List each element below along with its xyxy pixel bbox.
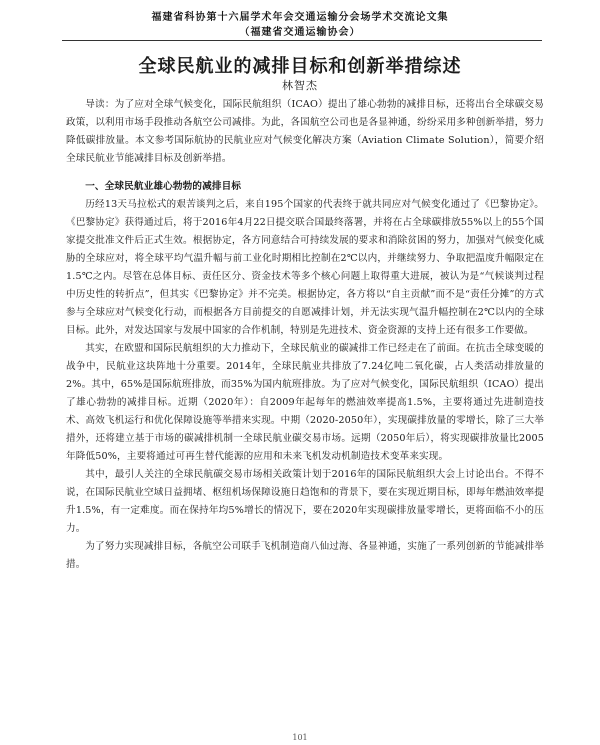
running-header-organization: （福建省交通运输协会） — [239, 27, 361, 38]
article-title: 全球民航业的减排目标和创新举措综述 — [138, 56, 462, 77]
section-1-paragraph-2: 其实，在欧盟和国际民航组织的大力推动下，全球民航业的碳减排工作已经走在了前面。在抗击全球变暖的战争中，民航业这块阵地十分重要。2014年，全球民航业共排放了7.24亿吨二氧化碳，占人类活动排放量的2%。其中，65%是国际航班排放，而35%为国内航班排放。为了应对气候变化，国际民航组织（ICAO）提出了雄心勃勃的减排目标。近期（2020年）：自2009年起每年的燃油效率提高1.5%，主要将通过先进制造技术、高效飞机运行和优化保障设施等举措来实现。中期（2020-2050年），实现碳排放量的零增长，除了三大举措外，还将建立基于市场的碳减排机制一全球民航业碳交易市场。远期（2050年后），将实现碳排放量比2005年降低50%，主要将通过可再生替代能源的应用和未来飞机发动机制造技术变革来实现。 — [66, 343, 544, 462]
section-1-paragraph-3: 其中，最引人关注的全球民航碳交易市场相关政策计划于2016年的国际民航组织大会上讨论出台。不得不说，在国际民航业空域日益拥堵、枢纽机场保障设施日趋饱和的背景下，要在实现近期目标，即每年燃油效率提升1.5%，有一定难度。而在保持年均5%增长的情况下，要在2020年实现碳排放量零增长，更将面临不小的压力。 — [66, 469, 544, 534]
section-1-paragraph-4: 为了努力实现减排目标，各航空公司联手飞机制造商八仙过海、各显神通，实施了一系列创新的节能减排举措。 — [66, 541, 544, 570]
running-header-title: 福建省科协第十六届学术年会交通运输分会场学术交流论文集 — [151, 12, 449, 23]
page-number: 101 — [292, 733, 308, 742]
abstract-block — [66, 96, 544, 168]
abstract-text: 导读：为了应对全球气候变化，国际民航组织（ICAO）提出了雄心勃勃的减排目标，还将出台全球碳交易政策，以利用市场手段推动各航空公司减排。为此，各国航空公司也是各显神通，纷纷采用多种创新举措，努力降低碳排放量。本文参考国际航协的民航业应对气候变化解决方案（Aviation Climate Solution），简要介绍全球民航业节能减排目标及创新举措。 — [66, 99, 544, 164]
section-1-heading: 一、全球民航业雄心勃勃的减排目标 — [85, 181, 242, 192]
section-1-paragraph-1: 历经13天马拉松式的艰苦谈判之后，来自195个国家的代表终于就共同应对气候变化通过了《巴黎协定》。《巴黎协定》获得通过后，将于2016年4月22日提交联合国最终落署，并将在占全球碳排放55%以上的55个国家提交批准文件后正式生效。根据协定，各方同意结合可持续发展的要求和消除贫困的努力，加强对气候变化威胁的全球应对，将全球平均气温升幅与前工业化时期相比控制在2℃以内，并继续努力、争取把温度升幅限定在1.5℃之内。尽管在总体目标、责任区分、资金技术等多个核心问题上取得重大进展，被认为是“气候谈判过程中历史性的转折点”，但其实《巴黎协定》并不完美。根据协定，各方将以“自主贡献”而不是“责任分摊”的方式参与全球应对气候变化行动，而根据各方目前提交的自愿减排计划，并无法实现气温升幅控制在2℃以内的全球目标。此外，对发达国家与发展中国家的合作机制，特别是先进技术、资金资源的支持上还有很多工作要做。 — [66, 199, 544, 336]
header-divider — [62, 40, 542, 41]
article-author: 林智杰 — [282, 79, 318, 92]
section-1 — [66, 178, 544, 574]
